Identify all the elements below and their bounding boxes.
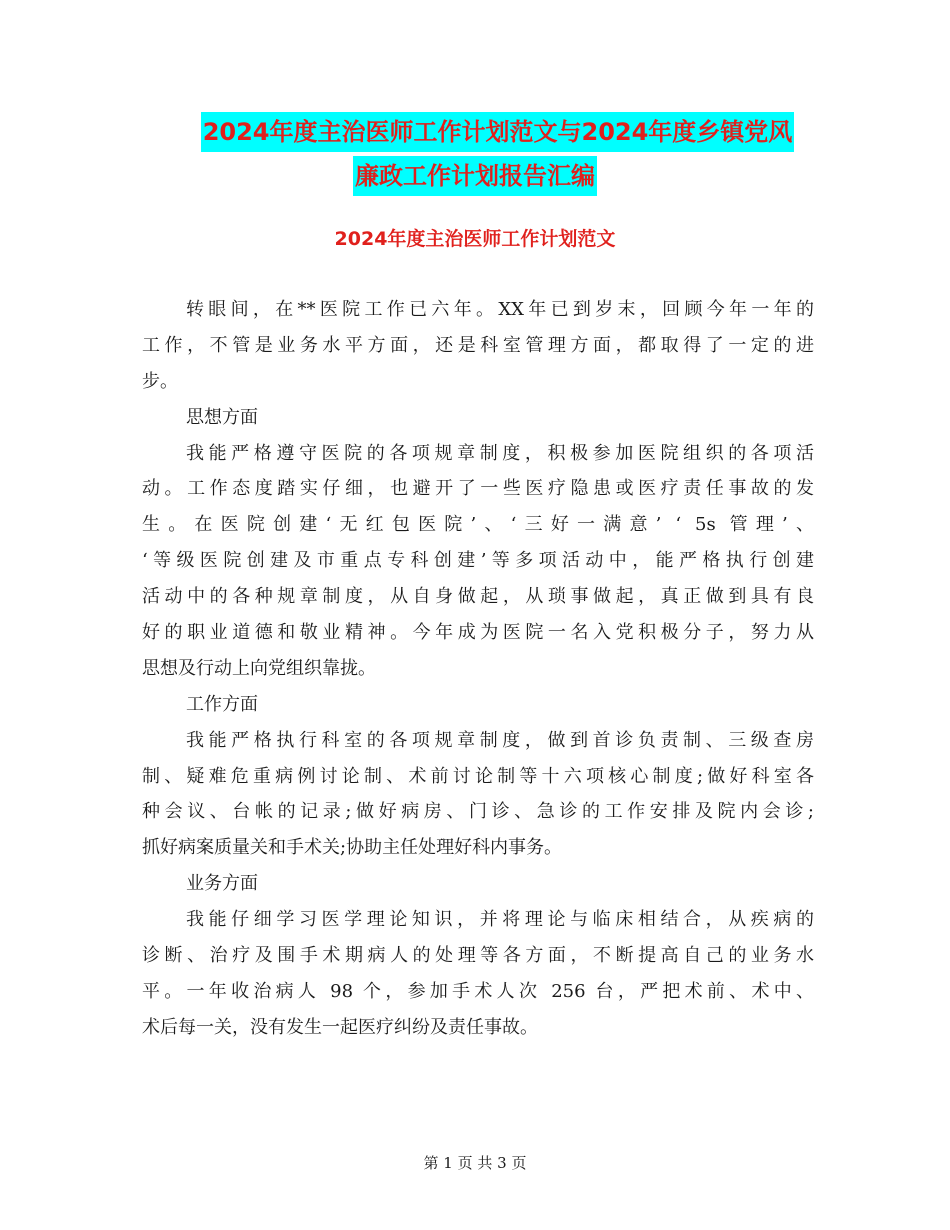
paragraph-line: 好的职业道德和敬业精神。今年成为医院一名入党积极分子，努力从 (142, 622, 814, 644)
subheading-work: 工作方面 (186, 693, 258, 715)
subheading-business: 业务方面 (186, 873, 258, 895)
paragraph-line: 生。在医院创建‘无红包医院’、‘三好一满意’ ‘ 5s 管理’、 (142, 514, 814, 536)
page-footer: 第 1 页 共 3 页 (423, 1154, 527, 1172)
document-title-line-1: 2024年度主治医师工作计划范文与2024年度乡镇党风 (201, 112, 795, 152)
paragraph-line: 诊断、治疗及围手术期病人的处理等各方面，不断提高自己的业务水 (142, 945, 814, 967)
paragraph-line: 动。工作态度踏实仔细，也避开了一些医疗隐患或医疗责任事故的发 (142, 478, 814, 500)
paragraph-line: 步。 (142, 370, 178, 392)
paragraph-line: 我能仔细学习医学理论知识，并将理论与临床相结合，从疾病的 (186, 909, 814, 931)
paragraph-line: 种会议、台帐的记录;做好病房、门诊、急诊的工作安排及院内会诊; (142, 801, 814, 823)
paragraph-line: 平。一年收治病人 98 个，参加手术人次 256 台，严把术前、术中、 (142, 980, 814, 1002)
subheading-thought: 思想方面 (186, 406, 258, 428)
paragraph-line: 思想及行动上向党组织靠拢。 (142, 657, 376, 679)
paragraph-line: 转眼间，在**医院工作已六年。XX年已到岁末，回顾今年一年的 (186, 299, 814, 320)
paragraph-line: ‘等级医院创建及市重点专科创建’等多项活动中，能严格执行创建 (142, 550, 814, 572)
paragraph-line: 术后每一关，没有发生一起医疗纠纷及责任事故。 (142, 1016, 538, 1038)
paragraph-line: 我能严格执行科室的各项规章制度，做到首诊负责制、三级查房 (186, 729, 814, 751)
document-body (142, 292, 814, 1046)
paragraph-line: 工作，不管是业务水平方面，还是科室管理方面，都取得了一定的进 (142, 334, 814, 356)
paragraph-line: 制、疑难危重病例讨论制、术前讨论制等十六项核心制度;做好科室各 (142, 765, 814, 787)
document-title-line-2: 廉政工作计划报告汇编 (353, 156, 597, 196)
paragraph-line: 抓好病案质量关和手术关;协助主任处理好科内事务。 (142, 837, 563, 859)
section-heading: 2024年度主治医师工作计划范文 (334, 228, 616, 250)
paragraph-line: 活动中的各种规章制度，从自身做起，从琐事做起，真正做到具有良 (142, 586, 814, 608)
paragraph-line: 我能严格遵守医院的各项规章制度，积极参加医院组织的各项活 (186, 442, 814, 464)
document-title (0, 112, 950, 196)
